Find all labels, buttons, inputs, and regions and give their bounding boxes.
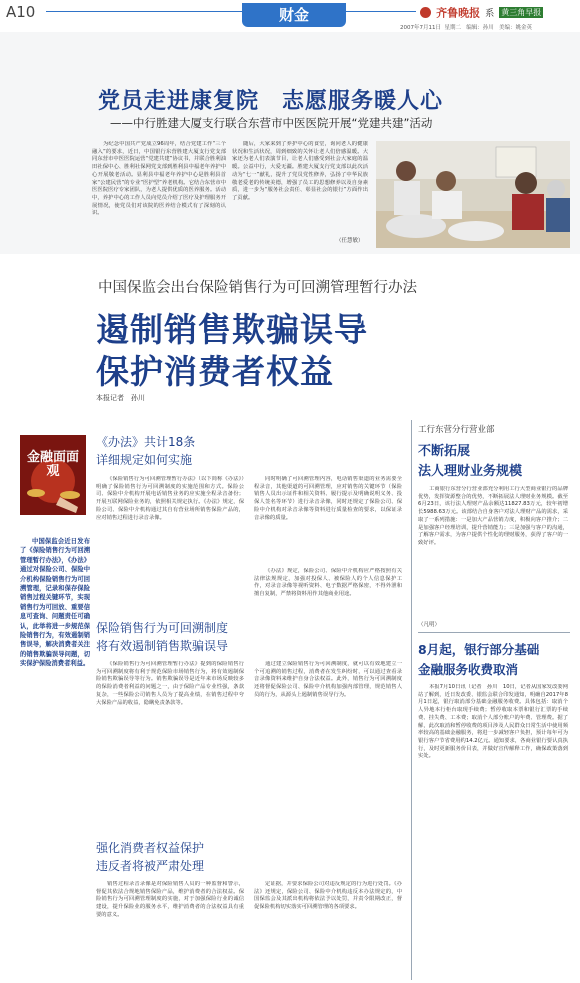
story3-byline: （凡明） xyxy=(418,622,441,628)
story2-kicker: 中国保监会出台保险销售行为可回溯管理暂行办法 xyxy=(98,280,417,296)
story-divider xyxy=(418,632,570,633)
column-divider xyxy=(411,420,412,980)
date: 2007年7月11日 xyxy=(400,25,441,31)
section-label: 财金 xyxy=(278,6,309,24)
story2-headline-1: 遏制销售欺骗误导 xyxy=(96,310,368,349)
sidebar-lead: 中国保监会近日发布了《保险销售行为可回溯管理暂行办法》，《办法》通过对保险公司、保险中介机构保险销售行为可回溯管理，记录和保存保险销售过程关键环节，实现销售行为可回放、重要信息可查询、问题责任可确认，此举将进一步规范保险销售行为，有效遏制销售误导，解决消费者关注的销售欺骗误导问题，切实保护保险消费者利益。 xyxy=(20,538,90,668)
story1-col2: 随后，大家来到了养护中心的食堂，询问老人的健康状况和生活状况，周到细致的关怀让老人们倍感温暖。大家还为老人们表演节目，让老人们感受到社会大家庭的温暖。公益中行，大爱无疆。胜建大厦支行党支部以此次活动为“七一”献礼，提升了党员党性修养，弘扬了中华民族敬老爱老的传统美德，增强了员工的思想修养以及自身素质，进一步为“服务社会责任、彰显社会的银行”方面作出了贡献。 xyxy=(232,141,368,201)
story2-sub2-line2: 将有效遏制销售欺骗误导 xyxy=(96,639,229,653)
story3-kicker: 工行东营分行营业部 xyxy=(418,425,495,435)
story1-col1: 为纪念中国共产党成立96周年，结合党建工作“三个融入”的要求，近日，中国银行东营胜建大厦支行党支部同东营市中医医院运营“党建共建”协议书，并联合胜利油田社保中心、胜利社保网党支部到胜利县中福老年养护中心开展敬老活动。显利县中福老年养护中心是胜利县首家“公建民营”的专业“医护型”养老机构。它结合东营市中医医院医疗专家团队，为老人提供优质的医养服务。活动中，养护中心的工作人员向党员介绍了医疗及护理服务开展情况，使党员们对该院的医养结合模式有了深刻的认识。 xyxy=(92,141,226,217)
story2-headline-2: 保护消费者权益 xyxy=(96,352,334,391)
designer: 美编：姚金英 xyxy=(499,25,533,31)
paper-name: 齐鲁晚报 xyxy=(436,6,481,20)
story2-byline: 本报记者 孙川 xyxy=(96,394,145,402)
badge-caption xyxy=(24,451,82,479)
paper-logo xyxy=(420,2,543,20)
badge-text: 金融面面观 xyxy=(26,450,79,479)
story3-headline-1: 不断拓展 xyxy=(418,444,471,459)
story4-headline-2: 金融服务收费取消 xyxy=(418,662,519,677)
story1-photo xyxy=(376,141,570,248)
date-line xyxy=(400,23,532,31)
story2-sub1-col1: 《保险销售行为可回溯管理暂行办法》（以下简称《办法》）明确了保险销售行为可回溯制度的实施范围和方式。保险公司、保险中介机构开展电话销售业务的应实施全程录音备份；开展互联网保险业务的，依照相关规定执行。《办法》规定，保险公司、保险中介机构通过其自有营业场所销售保险产品的，应对销售过程进行录音录像。 xyxy=(96,476,244,521)
editor: 编辑：孙川 xyxy=(466,25,494,31)
story3-headline-2: 法人理财业务规模 xyxy=(418,464,523,479)
sidebar-badge xyxy=(20,435,86,515)
story4-headline-1: 8月起，银行部分基础 xyxy=(418,642,540,657)
story2-sub1-col2: 同时明确了可回溯管理内容，电话销售渠道的业务需要全程录音，其他渠道的可回溯管理，应对销售的关键环节（保险销售人员出示证件和相关资料、履行提示及明确说明义务、投保人签名等环节）进行录音录像，同时还规定了保险公司、保险中介机构对录音录像等资料进行质量检查的要求，以保证录音录像的质量。 xyxy=(254,476,402,521)
story2-sub2-col1: 《保险销售行为可回溯管理暂行办法》提到的保险销售行为可回溯制度将有利于规范保险市场销售行为，将有效遏制保险销售欺骗误导等行为。销售欺骗误导是近年来市场反映较多的保险消费者利益的问题之一，由于保险产品专业性强，条款复杂，一些保险公司销售人员为了提高业绩，在销售过程中夸大保险产品的收益，隐瞒免责条款等。 xyxy=(96,661,244,706)
story2-sub2-col2: 通过建立保险销售行为可回溯制度，就可以有效地建立一个可追溯的销售过程，消费者在发生纠纷时，可以通过查看录音录像资料来维护自身合法权益。此外，销售行为可回溯制度还将督促保险公司、保险中介机构加强内部管理，规范销售人员的行为，从源头上遏制销售误导行为。 xyxy=(254,661,402,698)
story1-subtitle: ——中行胜建大厦支行联合东营市中医医院开展“党建共建”活动 xyxy=(110,116,433,130)
story1-byline: （任慧敏） xyxy=(336,238,364,244)
story2-sub1-line1: 《办法》共计18条 xyxy=(96,435,196,449)
story2-sub1-line2: 详细规定如何实施 xyxy=(96,453,193,467)
page-number: A10 xyxy=(6,3,36,21)
story4-body: 本报7月10日讯（记者 孙川 10日，记者从国家发改委网站了解到，近日发改委、银监会联合印发通知，明确自2017年8月1日起，银行取消部分基础金融服务收费。具体包括：取消个人异地本行柜台取现手续费；暂停收取本票和银行汇票的手续费、挂失费、工本费；取消个人部分账户的年费、管理费。据了解，此次取消和暂停收费的项目涉及人民群众日常生活中使用频率较高的基础金融服务，将进一步减轻客户负担，预计每年可为银行客户节省费用约14.2亿元。通知要求，各商业银行要认真执行，及时更新服务价目表，并做好宣传解释工作，确保政策落到实处。 xyxy=(418,684,568,760)
story3-body: 工商银行东营分行营业部充分利用工行大型商业银行的品牌优势，发挥资源整合的优势，不断拓展法人理财业务规模。截至6月23日，该行法人理财产品余额达11827.83万元，较年初增长5988.63万元。该部结合自身客户对法人理财产品的需求，采取了一系列措施：一是加大产品营销力度，积极向客户推介；二是加强客户经理培训，提升营销能力；三是加强与客户的沟通，了解客户需求，为客户提供个性化的理财服务，获得了客户的一致好评。 xyxy=(418,486,568,546)
story2-sub1-col3: 《办法》规定，保险公司、保险中介机构应严格按照有关法律法规规定，加强对投保人、被保险人的个人信息保护工作，对录音录像等视听资料、电子数据严格保密，不得外泄和擅自复制，严禁将资料用作其他商业用途。 xyxy=(254,568,402,598)
photo-illustration xyxy=(376,141,570,248)
story2-sub3-col2: 定证据，并要求保险公司对违反规定的行为进行处罚。《办法》还规定，保险公司、保险中介机构违反本办法规定的，中国保监会及其派出机构将依法予以处罚，并责令限期改正，督促保险机构切实落实可回溯管理的各项要求。 xyxy=(254,881,402,911)
masthead-rule-right xyxy=(346,11,416,12)
edition-tag: 黄三角早报 xyxy=(501,8,542,17)
section-tab xyxy=(242,3,346,27)
logo-seal-icon xyxy=(420,7,431,18)
story2-sub3-col1: 销售过程录音录像是对保险销售人员的一种监督和警示，督促其依法合规地销售保险产品，维护消费者的合法权益。保险销售行为可回溯管理制度的实施，对于加强保险行业的诚信建设，提升保险业的服务水平，维护消费者的合法权益具有重要的意义。 xyxy=(96,881,244,918)
story2-sub3-line1: 强化消费者权益保护 xyxy=(96,841,205,855)
story2-sub2-line1: 保险销售行为可回溯制度 xyxy=(96,621,229,635)
story2-sub3-line2: 违反者将被严肃处理 xyxy=(96,859,205,873)
story1-title: 党员走进康复院 志愿服务暖人心 xyxy=(98,89,444,114)
paper-suffix: 系 xyxy=(485,9,495,19)
weekday: 星期二 xyxy=(444,25,462,31)
masthead-rule-left xyxy=(46,11,242,12)
